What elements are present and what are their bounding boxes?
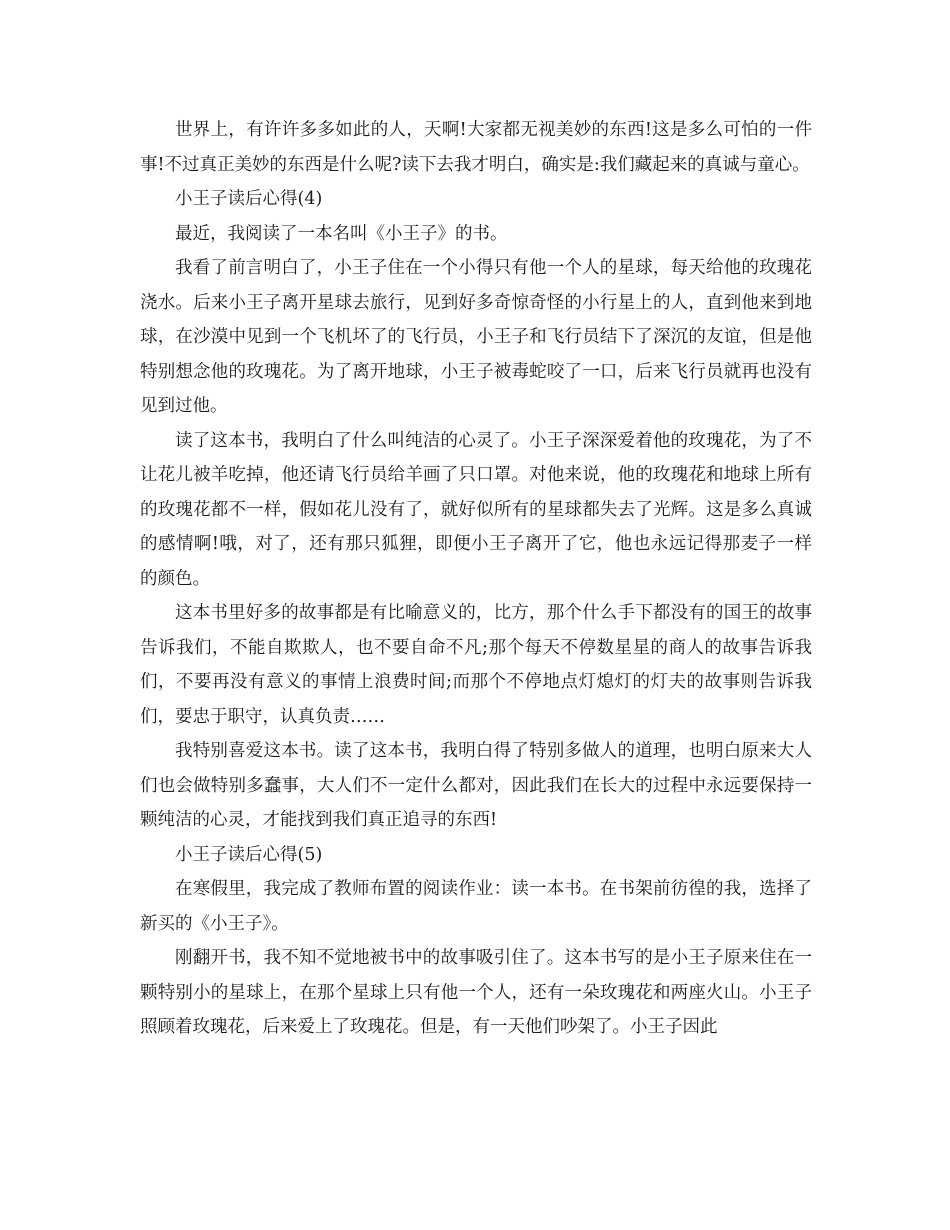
- paragraph-intro: 世界上，有许许多多如此的人，天啊!大家都无视美妙的东西!这是多么可怕的一件事!不过真正美妙的东西是什么呢?读下去我才明白，确实是:我们藏起来的真诚与童心。: [140, 120, 812, 175]
- paragraph: 我特别喜爱这本书。读了这本书，我明白得了特别多做人的道理，也明白原来大人们也会做特别多蠢事，大人们不一定什么都对，因此我们在长大的过程中永远要保持一颗纯洁的心灵，才能找到我们真正追寻的东西!: [140, 741, 812, 830]
- paragraph: 最近，我阅读了一本名叫《小王子》的书。: [175, 223, 508, 244]
- paragraph: 读了这本书，我明白了什么叫纯洁的心灵了。小王子深深爱着他的玫瑰花，为了不让花儿被羊吃掉，他还请飞行员给羊画了只口罩。对他来说，他的玫瑰花和地球上所有的玫瑰花都不一样，假如花儿没有了，就好似所有的星球都失去了光辉。这是多么真诚的感情啊!哦，对了，还有那只狐狸，即便小王子离开了它，他也永远记得那麦子一样的颜色。: [140, 430, 812, 589]
- paragraph: 我看了前言明白了，小王子住在一个小得只有他一个人的星球，每天给他的玫瑰花浇水。后来小王子离开星球去旅行，见到好多奇惊奇怪的小行星上的人，直到他来到地球，在沙漠中见到一个飞机坏了的飞行员，小王子和飞行员结下了深沉的友谊，但是他特别想念他的玫瑰花。为了离开地球，小王子被毒蛇咬了一口，后来飞行员就再也没有见到过他。: [140, 258, 812, 416]
- paragraph: 在寒假里，我完成了教师布置的阅读作业：读一本书。在书架前彷徨的我，选择了新买的《小王子》。: [140, 879, 812, 934]
- section-heading-5: 小王子读后心得(5): [175, 844, 323, 865]
- paragraph: 刚翻开书，我不知不觉地被书中的故事吸引住了。这本书写的是小王子原来住在一颗特别小的星球上，在那个星球上只有他一个人，还有一朵玫瑰花和两座火山。小王子照顾着玫瑰花，后来爱上了玫瑰花。但是，有一天他们吵架了。小王子因此: [140, 948, 812, 1037]
- document-body: [140, 113, 812, 1045]
- section-heading-4: 小王子读后心得(4): [175, 189, 323, 209]
- paragraph: 这本书里好多的故事都是有比喻意义的，比方，那个什么手下都没有的国王的故事告诉我们，不能自欺欺人，也不要自命不凡;那个每天不停数星星的商人的故事告诉我们，不要再没有意义的事情上浪费时间;而那个不停地点灯熄灯的灯夫的故事则告诉我们，要忠于职守，认真负责……: [140, 603, 812, 727]
